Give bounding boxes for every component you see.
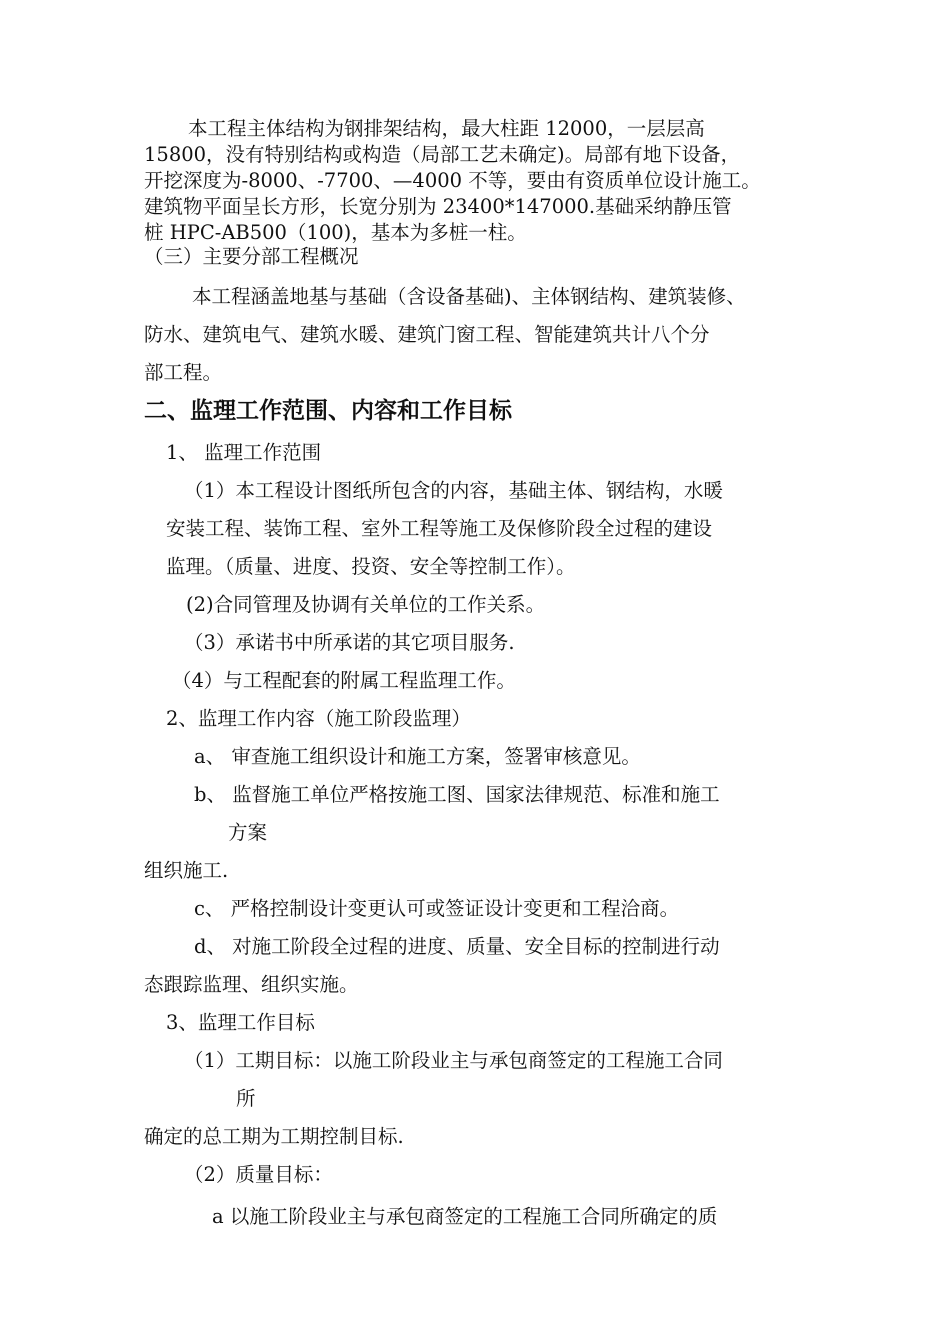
intro-line: 本工程主体结构为钢排架结构，最大柱距 12000，一层层高 [188, 117, 705, 140]
goal-item-cont: 确定的总工期为工期控制目标. [144, 1125, 404, 1148]
body-line: 本工程涵盖地基与基础（含设备基础)、主体钢结构、建筑装修、 [192, 285, 746, 308]
scope-item: （4）与工程配套的附属工程监理工作。 [172, 669, 516, 692]
goals-title: 3、监理工作目标 [166, 1011, 315, 1034]
scope-item: （1）本工程设计图纸所包含的内容，基础主体、钢结构，水暖 [184, 479, 723, 502]
intro-line: 开挖深度为-8000、-7700、—4000 不等，要由有资质单位设计施工。 [144, 169, 761, 192]
content-item-b-cont: 组织施工. [144, 859, 229, 882]
content-item-b-cont: 方案 [228, 821, 268, 844]
scope-item: （3）承诺书中所承诺的其它项目服务. [184, 631, 515, 654]
goal-item: （1）工期目标：以施工阶段业主与承包商签定的工程施工合同 [184, 1049, 723, 1072]
intro-line: 建筑物平面呈长方形，长宽分别为 23400*147000.基础采纳静压管 [144, 195, 732, 218]
section-heading: 二、监理工作范围、内容和工作目标 [144, 398, 512, 424]
body-line: 部工程。 [144, 361, 223, 384]
intro-line: 15800，没有特别结构或构造（局部工艺未确定)。局部有地下设备， [144, 143, 741, 166]
goal-item-cont: a 以施工阶段业主与承包商签定的工程施工合同所确定的质 [212, 1205, 718, 1228]
body-line: 防水、建筑电气、建筑水暖、建筑门窗工程、智能建筑共计八个分 [144, 323, 710, 346]
intro-line: 桩 HPC-AB500（100)，基本为多桩一柱。 [144, 221, 527, 244]
content-item-b: b、 监督施工单位严格按施工图、国家法律规范、标准和施工 [194, 783, 720, 806]
subsection-title: （三）主要分部工程概况 [144, 245, 359, 268]
content-item-a: a、 审查施工组织设计和施工方案，签署审核意见。 [194, 745, 641, 768]
goal-item: （2）质量目标： [184, 1163, 333, 1186]
scope-item: 监理。（质量、进度、投资、安全等控制工作）。 [166, 555, 576, 578]
goal-item-cont: 所 [236, 1087, 256, 1110]
scope-title: 1、 监理工作范围 [166, 441, 322, 464]
content-item-d: d、 对施工阶段全过程的进度、质量、安全目标的控制进行动 [194, 935, 720, 958]
content-item-c: c、 严格控制设计变更认可或签证设计变更和工程洽商。 [194, 897, 680, 920]
content-title: 2、监理工作内容（施工阶段监理） [166, 707, 471, 730]
content-item-d-cont: 态跟踪监理、组织实施。 [144, 973, 359, 996]
scope-item: 安装工程、装饰工程、室外工程等施工及保修阶段全过程的建设 [166, 517, 713, 540]
scope-item: (2)合同管理及协调有关单位的工作关系。 [186, 593, 546, 616]
